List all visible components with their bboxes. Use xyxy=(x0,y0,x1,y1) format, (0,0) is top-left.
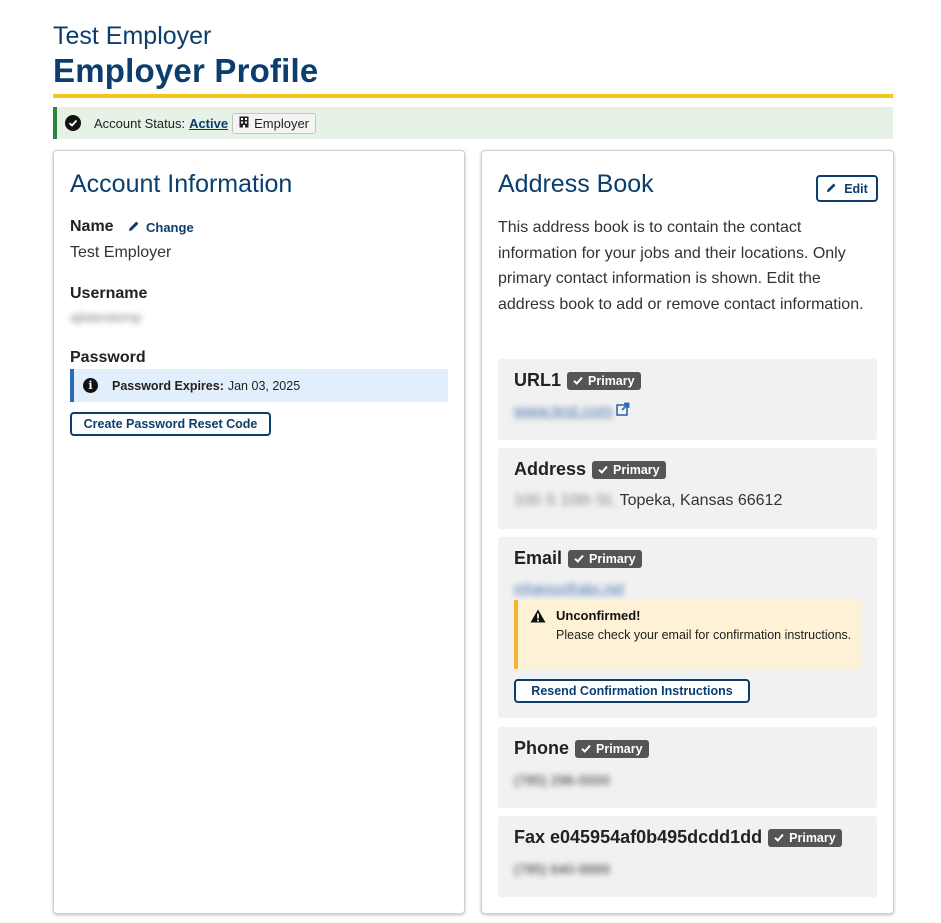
address-book-heading: Address Book xyxy=(498,170,654,198)
warning-text: Please check your email for confirmation instructions. xyxy=(556,628,852,642)
pencil-icon xyxy=(128,220,140,235)
primary-badge xyxy=(768,829,842,847)
password-expires-label: Password Expires: xyxy=(112,378,224,393)
info-circle-icon: i xyxy=(83,378,98,393)
address-entry-title xyxy=(514,459,666,480)
name-label: Name xyxy=(70,218,114,235)
address-value xyxy=(514,492,782,510)
phone-value: (785) 296-0000 xyxy=(514,772,610,788)
password-label: Password xyxy=(70,349,146,366)
account-status-label: Account Status: xyxy=(94,115,186,131)
role-badge xyxy=(232,113,316,134)
resend-confirmation-button[interactable]: Resend Confirmation Instructions xyxy=(514,679,750,703)
change-name-link[interactable] xyxy=(128,220,194,235)
fax-entry xyxy=(498,816,877,897)
phone-entry-title xyxy=(514,738,649,759)
username-value: ajlatestemp xyxy=(70,309,142,325)
fax-entry-title xyxy=(514,827,842,848)
account-information-heading: Account Information xyxy=(70,170,293,198)
address-street: 100 S 10th St, xyxy=(514,492,616,509)
edit-address-book-label: Edit xyxy=(844,181,868,196)
check-icon xyxy=(581,742,591,756)
account-information-card xyxy=(53,150,465,914)
username-label: Username xyxy=(70,285,148,302)
role-badge-label: Employer xyxy=(254,115,310,131)
employer-name-subtitle: Test Employer xyxy=(53,22,212,50)
check-icon xyxy=(774,831,784,845)
url-title-text: URL1 xyxy=(514,370,562,390)
primary-badge xyxy=(592,461,666,479)
external-link-icon xyxy=(616,402,630,421)
change-name-label: Change xyxy=(146,220,194,235)
building-icon xyxy=(239,116,249,131)
name-value: Test Employer xyxy=(70,244,172,261)
phone-title-text: Phone xyxy=(514,738,570,758)
fax-value: (785) 640-9999 xyxy=(514,861,610,877)
address-title-text: Address xyxy=(514,459,587,479)
page-title: Employer Profile xyxy=(53,52,319,89)
address-city: Topeka, Kansas 66612 xyxy=(615,492,783,509)
url-link-text[interactable]: www.test.com xyxy=(514,402,613,420)
address-entry xyxy=(498,448,877,529)
url-link[interactable] xyxy=(514,402,630,421)
check-circle-icon xyxy=(65,115,81,131)
url-entry-title xyxy=(514,370,641,391)
warning-triangle-icon xyxy=(530,609,546,628)
check-icon xyxy=(574,552,584,566)
primary-badge-label: Primary xyxy=(596,741,643,756)
password-expiry-info xyxy=(70,369,448,402)
phone-entry xyxy=(498,727,877,808)
create-password-reset-code-button[interactable]: Create Password Reset Code xyxy=(70,412,271,436)
warning-title: Unconfirmed! xyxy=(556,608,641,623)
address-book-description: This address book is to contain the contact information for your jobs and their locations. Only primary contact information is shown. Edit the address book to add or remove contact information. xyxy=(498,219,864,313)
title-divider xyxy=(53,94,893,98)
primary-badge-label: Primary xyxy=(789,830,836,845)
email-entry xyxy=(498,537,877,718)
check-icon xyxy=(598,463,608,477)
address-book-card xyxy=(481,150,894,914)
primary-badge xyxy=(567,372,641,390)
edit-address-book-button[interactable] xyxy=(816,175,878,202)
account-status-alert xyxy=(53,107,893,139)
password-expires-value: Jan 03, 2025 xyxy=(227,378,301,393)
url-entry xyxy=(498,359,877,440)
email-title-text: Email xyxy=(514,548,563,568)
unconfirmed-email-warning xyxy=(514,600,861,669)
primary-badge xyxy=(575,740,649,758)
fax-title-text: Fax e045954af0b495dcdd1dd xyxy=(514,827,763,847)
email-entry-title xyxy=(514,548,642,569)
email-link[interactable]: mhanco@abc.net xyxy=(514,580,624,596)
check-icon xyxy=(573,374,583,388)
primary-badge-label: Primary xyxy=(613,462,660,477)
pencil-icon xyxy=(826,182,837,196)
primary-badge-label: Primary xyxy=(588,373,635,388)
primary-badge-label: Primary xyxy=(589,551,636,566)
primary-badge xyxy=(568,550,642,568)
account-status-link[interactable]: Active xyxy=(189,115,229,131)
